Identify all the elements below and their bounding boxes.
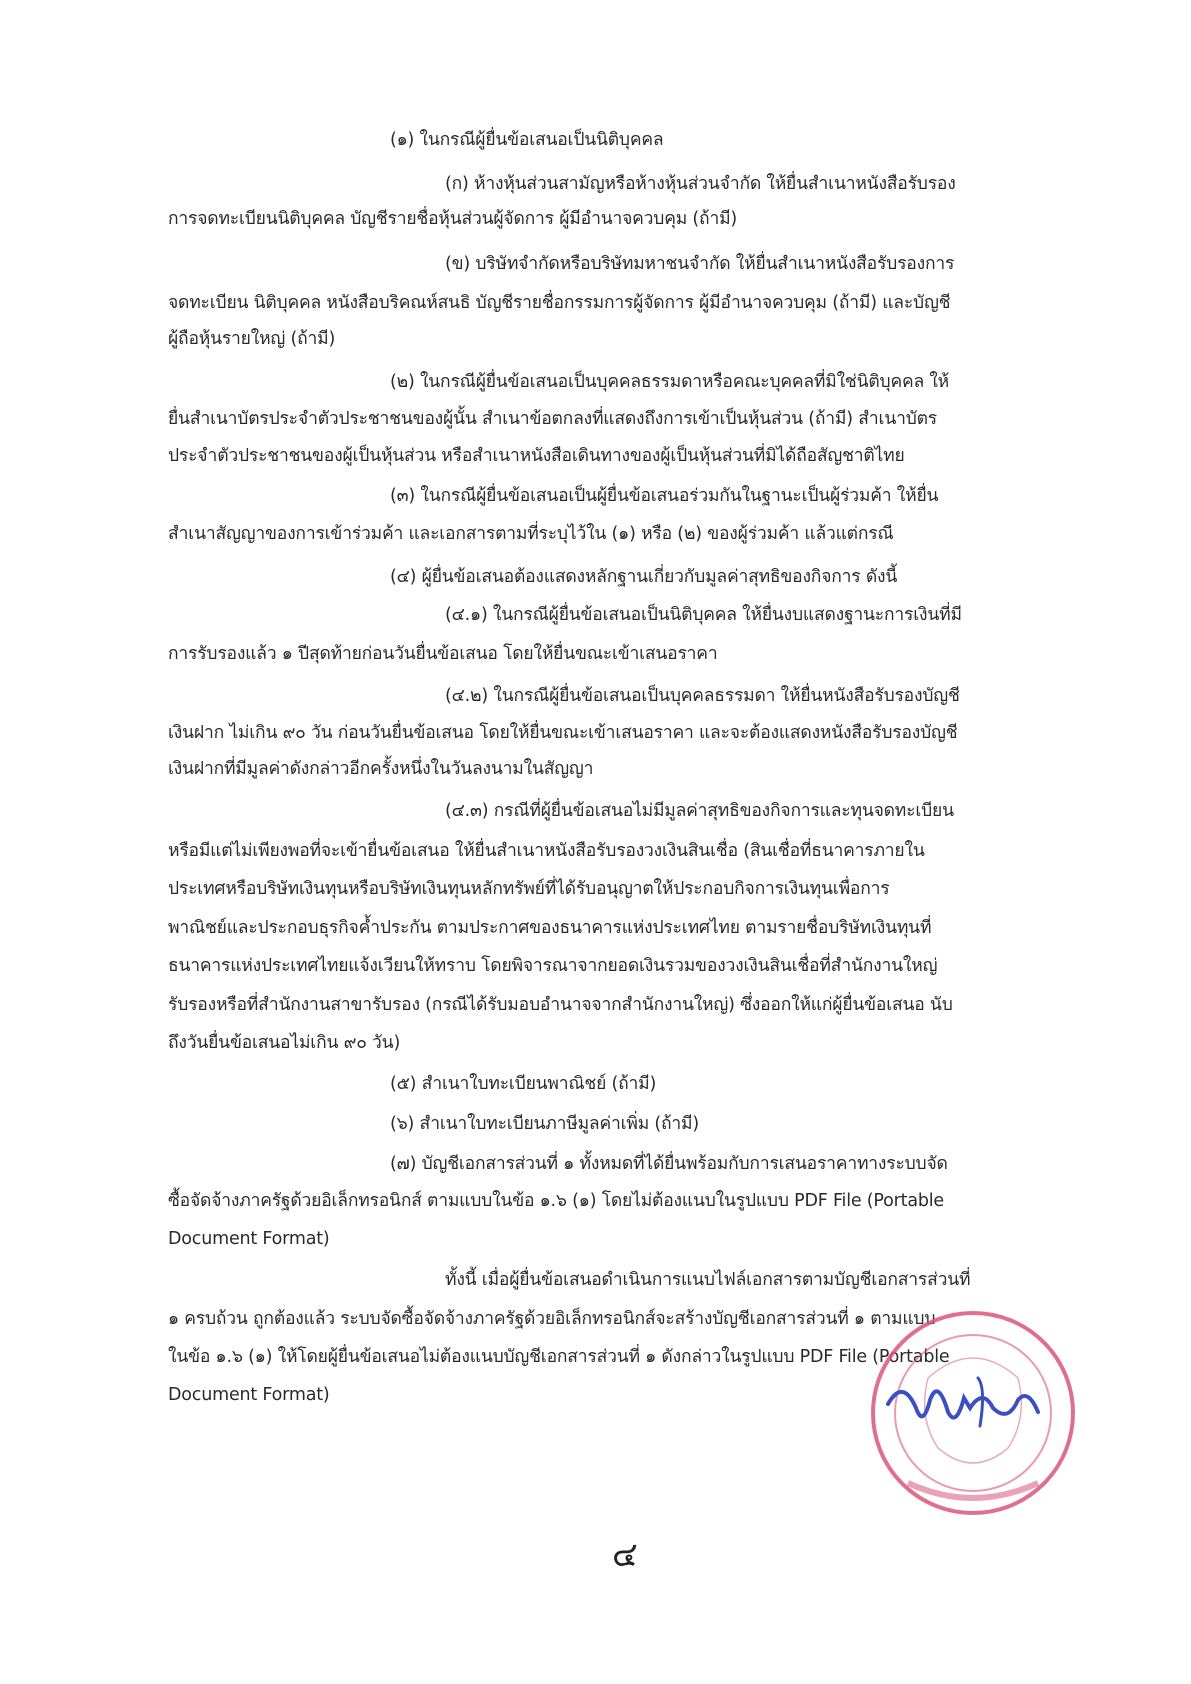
line-14: การรับรองแล้ว ๑ ปีสุดท้ายก่อนวันยื่นข้อเสนอ โดยให้ยื่นขณะเข้าเสนอราคา (168, 644, 718, 664)
line-24: ถึงวันยื่นข้อเสนอไม่เกิน ๙๐ วัน) (168, 1033, 401, 1053)
line-18: (๔.๓) กรณีที่ผู้ยื่นข้อเสนอไม่มีมูลค่าสุทธิของกิจการและทุนจดทะเบียน (445, 801, 954, 821)
line-7-heading: (๒) ในกรณีผู้ยื่นข้อเสนอเป็นบุคคลธรรมดาหรือคณะบุคคลที่มิใช่นิติบุคคล ให้ (390, 372, 950, 392)
line-1-heading: (๑) ในกรณีผู้ยื่นข้อเสนอเป็นนิติบุคคล (390, 130, 664, 150)
line-19: หรือมีแต่ไม่เพียงพอที่จะเข้ายื่นข้อเสนอ ให้ยื่นสำเนาหนังสือรับรองวงเงินสินเชื่อ (สินเชื่อที่ธนาคารภายใน (168, 841, 925, 861)
line-13: (๔.๑) ในกรณีผู้ยื่นข้อเสนอเป็นนิติบุคคล ให้ยื่นงบแสดงฐานะการเงินที่มี (445, 605, 962, 625)
line-16: เงินฝาก ไม่เกิน ๙๐ วัน ก่อนวันยื่นข้อเสนอ โดยให้ยื่นขณะเข้าเสนอราคา และจะต้องแสดงหนังสือรับรองบัญชี (168, 723, 958, 743)
line-27-heading: (๗) บัญชีเอกสารส่วนที่ ๑ ทั้งหมดที่ได้ยื่นพร้อมกับการเสนอราคาทางระบบจัด (390, 1154, 948, 1174)
line-4: (ข) บริษัทจำกัดหรือบริษัทมหาชนจำกัด ให้ยื่นสำเนาหนังสือรับรองการ (445, 254, 955, 274)
line-26-heading: (๖) สำเนาใบทะเบียนภาษีมูลค่าเพิ่ม (ถ้ามี) (390, 1114, 700, 1134)
line-11: สำเนาสัญญาของการเข้าร่วมค้า และเอกสารตามที่ระบุไว้ใน (๑) หรือ (๒) ของผู้ร่วมค้า แล้วแต่กรณี (168, 524, 894, 544)
line-25-heading: (๕) สำเนาใบทะเบียนพาณิชย์ (ถ้ามี) (390, 1074, 657, 1094)
line-17: เงินฝากที่มีมูลค่าดังกล่าวอีกครั้งหนึ่งในวันลงนามในสัญญา (168, 759, 594, 779)
signature-icon (888, 1391, 1038, 1417)
line-20: ประเทศหรือบริษัทเงินทุนหรือบริษัทเงินทุนหลักทรัพย์ที่ได้รับอนุญาตให้ประกอบกิจการเงินทุนเพื่อการ (168, 879, 890, 899)
line-31: ๑ ครบถ้วน ถูกต้องแล้ว ระบบจัดซื้อจัดจ้างภาครัฐด้วยอิเล็กทรอนิกส์จะสร้างบัญชีเอกสารส่วนที่ ๑ ตามแบบ (168, 1309, 936, 1329)
line-6: ผู้ถือหุ้นรายใหญ่ (ถ้ามี) (168, 329, 336, 349)
official-seal (868, 1308, 1078, 1518)
page-number: ๔ (612, 1535, 638, 1575)
line-15: (๔.๒) ในกรณีผู้ยื่นข้อเสนอเป็นบุคคลธรรมดา ให้ยื่นหนังสือรับรองบัญชี (445, 686, 960, 706)
line-9: ประจำตัวประชาชนของผู้เป็นหุ้นส่วน หรือสำเนาหนังสือเดินทางของผู้เป็นหุ้นส่วนที่มิได้ถือสัญชาติไทย (168, 446, 905, 466)
line-2: (ก) ห้างหุ้นส่วนสามัญหรือห้างหุ้นส่วนจำกัด ให้ยื่นสำเนาหนังสือรับรอง (445, 174, 956, 194)
line-5: จดทะเบียน นิติบุคคล หนังสือบริคณห์สนธิ บัญชีรายชื่อกรรมการผู้จัดการ ผู้มีอำนาจควบคุม (ถ้ามี) และบัญชี (168, 293, 951, 313)
line-32: ในข้อ ๑.๖ (๑) ให้โดยผู้ยื่นข้อเสนอไม่ต้องแนบบัญชีเอกสารส่วนที่ ๑ ดังกล่าวในรูปแบบ PDF File (Portable (168, 1347, 950, 1367)
line-33: Document Format) (168, 1385, 330, 1405)
line-12-heading: (๔) ผู้ยื่นข้อเสนอต้องแสดงหลักฐานเกี่ยวกับมูลค่าสุทธิของกิจการ ดังนี้ (390, 567, 898, 587)
line-21: พาณิชย์และประกอบธุรกิจค้ำประกัน ตามประกาศของธนาคารแห่งประเทศไทย ตามรายชื่อบริษัทเงินทุนที่ (168, 918, 932, 938)
line-8: ยื่นสำเนาบัตรประจำตัวประชาชนของผู้นั้น สำเนาข้อตกลงที่แสดงถึงการเข้าเป็นหุ้นส่วน (ถ้ามี) สำเนาบัตร (168, 409, 937, 429)
line-10-heading: (๓) ในกรณีผู้ยื่นข้อเสนอเป็นผู้ยื่นข้อเสนอร่วมกันในฐานะเป็นผู้ร่วมค้า ให้ยื่น (390, 486, 939, 506)
line-30: ทั้งนี้ เมื่อผู้ยื่นข้อเสนอดำเนินการแนบไฟล์เอกสารตามบัญชีเอกสารส่วนที่ (445, 1270, 971, 1290)
line-29: Document Format) (168, 1229, 330, 1249)
line-28: ซื้อจัดจ้างภาครัฐด้วยอิเล็กทรอนิกส์ ตามแบบในข้อ ๑.๖ (๑) โดยไม่ต้องแนบในรูปแบบ PDF File (Portable (168, 1191, 944, 1211)
line-22: ธนาคารแห่งประเทศไทยแจ้งเวียนให้ทราบ โดยพิจารณาจากยอดเงินรวมของวงเงินสินเชื่อที่สำนักงานใหญ่ (168, 956, 938, 976)
line-23: รับรองหรือที่สำนักงานสาขารับรอง (กรณีได้รับมอบอำนาจจากสำนักงานใหญ่) ซึ่งออกให้แก่ผู้ยื่นข้อเสนอ นับ (168, 995, 953, 1015)
line-3: การจดทะเบียนนิติบุคคล บัญชีรายชื่อหุ้นส่วนผู้จัดการ ผู้มีอำนาจควบคุม (ถ้ามี) (168, 209, 738, 229)
